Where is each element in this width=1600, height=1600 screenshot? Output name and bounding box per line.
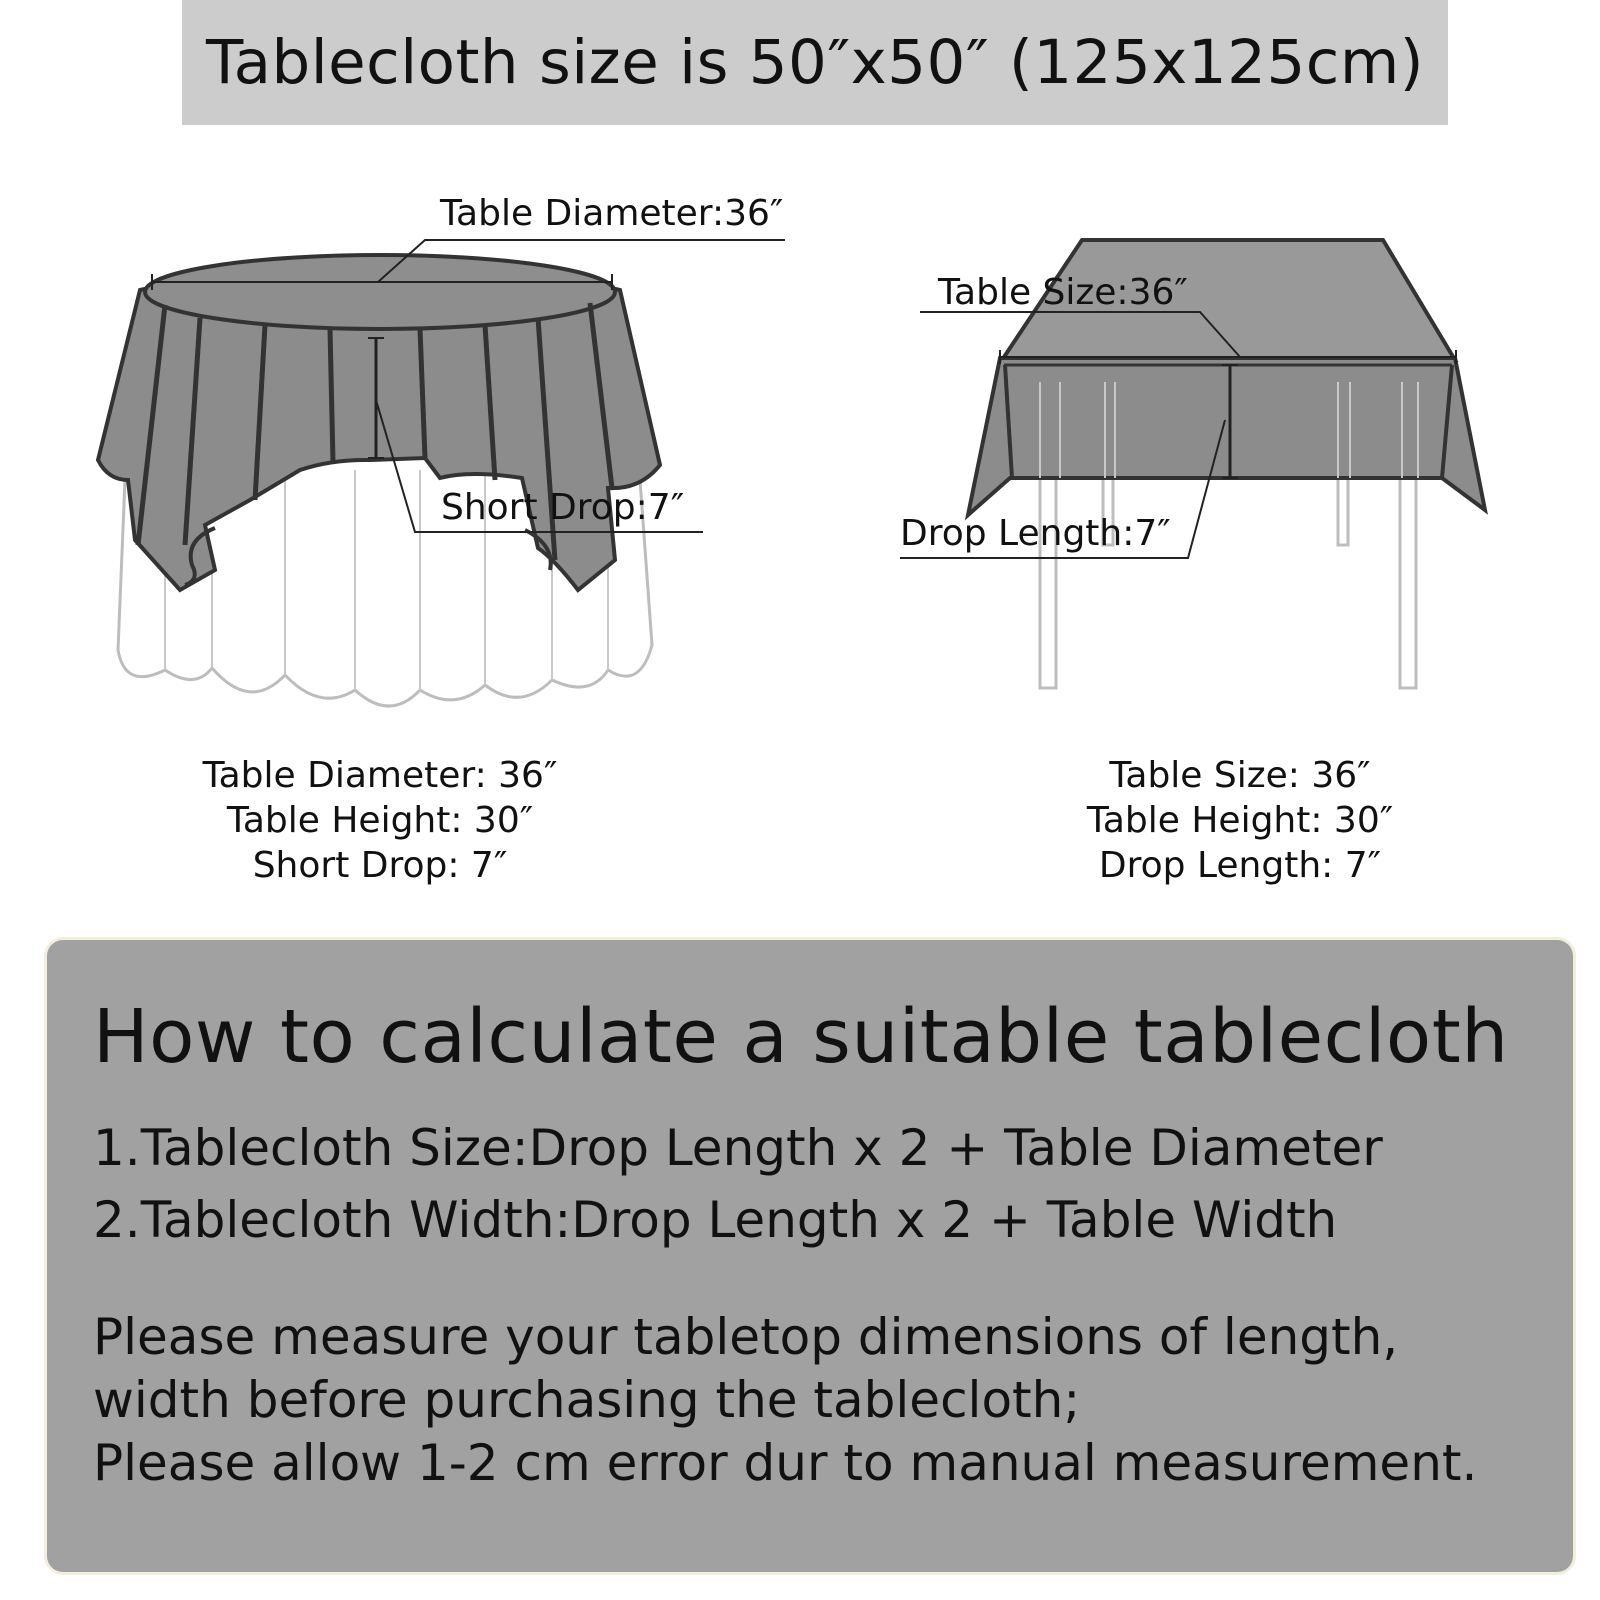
table-leg: [1040, 470, 1056, 688]
measurement-note: [93, 1306, 1573, 1495]
rect-drop-label: Drop Length:7″: [900, 513, 1171, 554]
rect-table-specs: [1040, 753, 1440, 888]
spec-line: Table Size: 36″: [1109, 755, 1371, 796]
spec-line: Table Diameter: 36″: [202, 755, 558, 796]
spec-line: Table Height: 30″: [1086, 800, 1394, 841]
table-leg: [1400, 470, 1416, 688]
page-title: Tablecloth size is 50″x50″ (125x125cm): [205, 27, 1425, 98]
note-line: width before purchasing the tablecloth;: [93, 1371, 1081, 1429]
rect-size-label: Table Size:36″: [938, 272, 1188, 313]
formula-width: 2.Tablecloth Width:Drop Length x 2 + Table Width: [93, 1191, 1338, 1249]
formula-size: 1.Tablecloth Size:Drop Length x 2 + Table Diameter: [93, 1119, 1383, 1177]
note-line: Please measure your tabletop dimensions of length,: [93, 1308, 1399, 1366]
round-table-specs: [180, 753, 580, 888]
spec-line: Table Height: 30″: [226, 800, 534, 841]
info-title: How to calculate a suitable tablecloth: [93, 994, 1509, 1080]
round-table-illustration: [98, 240, 785, 706]
calculation-info-box: [47, 940, 1573, 1572]
round-drop-label: Short Drop:7″: [441, 487, 685, 528]
spec-line: Drop Length: 7″: [1098, 845, 1382, 886]
round-tabletop: [145, 255, 615, 329]
note-line: Please allow 1-2 cm error dur to manual measurement.: [93, 1434, 1478, 1492]
spec-line: Short Drop: 7″: [252, 845, 508, 886]
round-diameter-label: Table Diameter:36″: [440, 193, 784, 234]
